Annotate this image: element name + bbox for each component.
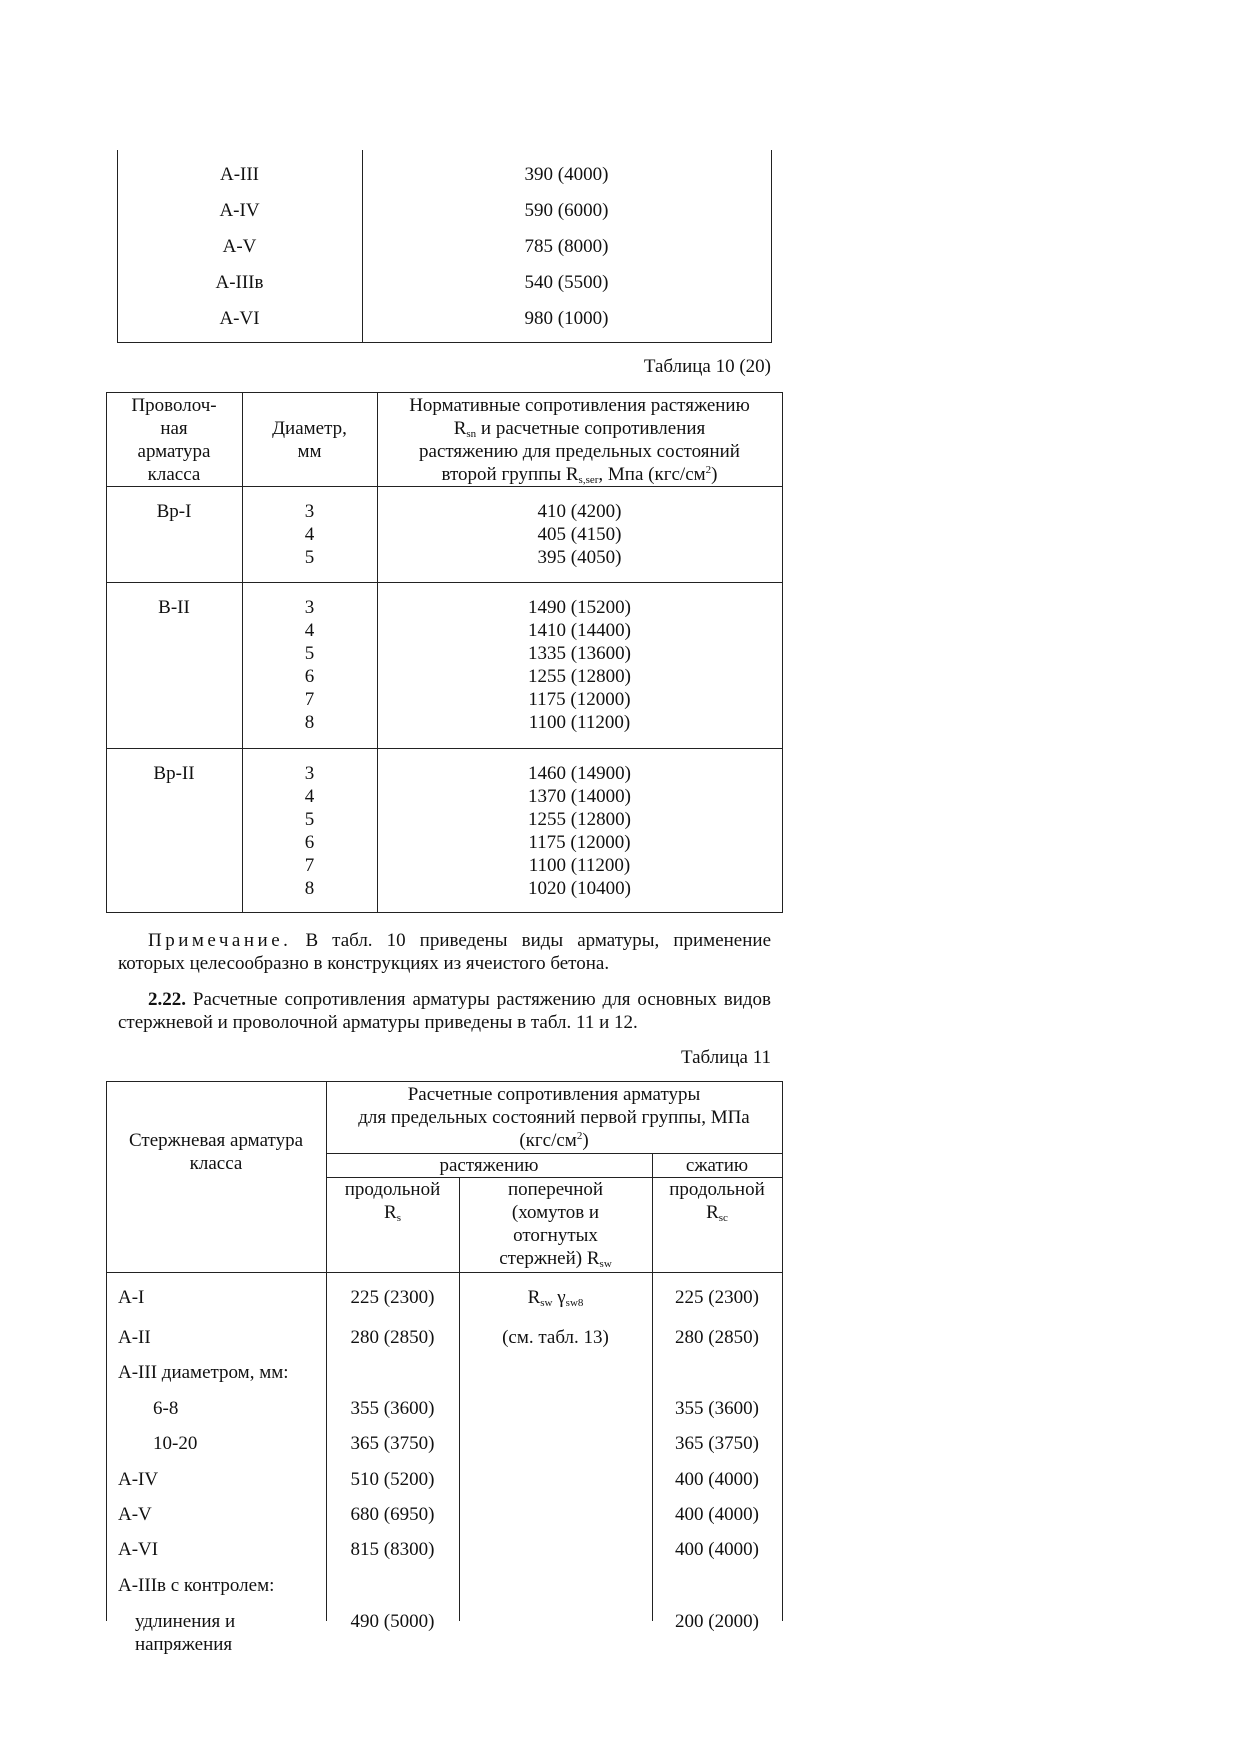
table-10-caption: Таблица 10 (20)	[643, 356, 771, 377]
table-cell: A-III	[219, 164, 260, 185]
header-line: (хомутов и	[511, 1202, 600, 1223]
table-11-cell-rs: 490 (5000)	[350, 1611, 435, 1632]
table-11-cell-rs: 680 (6950)	[350, 1504, 435, 1525]
diameter-value: 7	[304, 689, 315, 710]
table-11-cell-see-table: (см. табл. 13)	[502, 1327, 609, 1348]
table-11-row-class	[135, 1610, 325, 1656]
table-10-diameter-cell	[242, 762, 377, 900]
header-line: класса	[189, 1153, 243, 1174]
superscript: 2	[576, 1130, 583, 1142]
header-line: мм	[297, 441, 322, 462]
table-11-cell-rs: 815 (8300)	[350, 1539, 435, 1560]
table-border	[106, 912, 783, 913]
table-11-row-class: A-VI	[118, 1539, 159, 1560]
table-10-class-cell: B-II	[158, 597, 190, 618]
diameter-value: 5	[304, 643, 315, 664]
header-line: Диаметр,	[272, 418, 347, 439]
table-11-row-class: A-II	[118, 1327, 151, 1348]
header-line	[652, 1201, 782, 1224]
table-border	[117, 342, 772, 343]
header-text: )	[711, 464, 718, 485]
header-line: ная	[160, 418, 188, 439]
diameter-value: 6	[304, 832, 315, 853]
table-11-header-longitudinal	[326, 1178, 459, 1224]
table-cell: A-VI	[219, 308, 260, 329]
header-line: Расчетные сопротивления арматуры	[407, 1084, 701, 1105]
table-cell: A-IIIв	[215, 272, 264, 293]
table-10-value-cell	[377, 596, 782, 734]
table-11-row-class: A-III диаметром, мм:	[118, 1362, 289, 1383]
subscript: s	[396, 1212, 401, 1224]
resistance-value: 1460 (14900)	[528, 763, 631, 784]
table-11-row-class: 6-8	[153, 1398, 179, 1419]
paragraph-text: Расчетные сопротивления арматуры растяжению для основных видов стержневой и проволочной арматуры приведены в табл. 11 и 12.	[118, 989, 771, 1033]
diameter-value: 8	[304, 712, 315, 733]
header-line	[459, 1247, 652, 1270]
header-text: и расчетные сопротивления	[476, 418, 706, 439]
resistance-value: 1370 (14000)	[528, 786, 631, 807]
table-11-caption: Таблица 11	[680, 1047, 771, 1068]
table-10-class-cell: Вр-I	[156, 501, 192, 522]
table-10-header-class	[106, 394, 242, 486]
symbol: R	[706, 1202, 719, 1223]
table-10-header-diameter	[242, 417, 377, 463]
header-line: класса	[147, 464, 201, 485]
subscript: sc	[718, 1212, 728, 1224]
header-line: поперечной	[507, 1179, 604, 1200]
table-cell: 590 (6000)	[524, 200, 609, 221]
resistance-value: 1410 (14400)	[528, 620, 631, 641]
diameter-value: 3	[304, 501, 315, 522]
table-11-cell-rsc: 280 (2850)	[675, 1327, 759, 1348]
header-line	[326, 1201, 459, 1224]
header-line	[377, 463, 782, 486]
table-9-value-column	[362, 157, 771, 337]
table-cell: 540 (5500)	[524, 272, 609, 293]
diameter-value: 6	[304, 666, 315, 687]
symbol: R	[527, 1287, 541, 1308]
table-cell: 980 (1000)	[524, 308, 609, 329]
resistance-value: 1255 (12800)	[528, 809, 631, 830]
table-11-cell-rsc: 355 (3600)	[675, 1398, 759, 1419]
header-text: второй группы R	[441, 464, 579, 485]
resistance-value: 1175 (12000)	[528, 689, 631, 710]
table-border	[106, 392, 783, 393]
diameter-value: 4	[304, 620, 315, 641]
table-11-cell-rs: 510 (5200)	[350, 1469, 435, 1490]
table-9-class-column	[117, 157, 362, 337]
table-cell: 785 (8000)	[524, 236, 609, 257]
resistance-value: 1100 (11200)	[528, 855, 631, 876]
subscript: sn	[466, 428, 477, 440]
table-11-row-class: A-I	[118, 1287, 145, 1308]
header-line	[326, 1129, 782, 1152]
table-11-row-class: A-V	[118, 1504, 152, 1525]
subscript: sw	[540, 1297, 553, 1309]
table-11-cell-rsc: 365 (3750)	[675, 1433, 759, 1454]
subscript: sw	[599, 1258, 612, 1270]
table-11-header-group	[326, 1083, 782, 1152]
table-cell: 390 (4000)	[524, 164, 609, 185]
resistance-value: 1255 (12800)	[528, 666, 631, 687]
diameter-value: 3	[304, 763, 315, 784]
table-border	[782, 1081, 783, 1621]
note-text: В табл. 10 приведены виды арматуры, применение которых целесообразно в конструкциях из ячеистого бетона.	[118, 930, 771, 974]
resistance-value: 395 (4050)	[537, 547, 622, 568]
diameter-value: 8	[304, 878, 315, 899]
table-10-value-cell	[377, 762, 782, 900]
table-11-cell-rsc: 400 (4000)	[675, 1504, 759, 1525]
header-text: , Мпа (кгс/см	[598, 464, 706, 485]
table-border	[106, 1081, 783, 1082]
class-line: удлинения и	[135, 1611, 236, 1632]
table-cell: A-IV	[219, 200, 260, 221]
table-10-header-resistance	[377, 394, 782, 486]
diameter-value: 4	[304, 524, 315, 545]
diameter-value: 7	[304, 855, 315, 876]
table-cell: A-V	[222, 236, 257, 257]
table-11-header-tension: растяжению	[439, 1155, 539, 1176]
symbol: R	[453, 418, 467, 439]
header-text: )	[582, 1130, 589, 1151]
symbol: R	[384, 1202, 397, 1223]
paragraph-number: 2.22.	[148, 989, 186, 1010]
table-11-cell-rs: 365 (3750)	[350, 1433, 435, 1454]
table-border	[771, 150, 772, 342]
header-line: продольной	[344, 1179, 441, 1200]
diameter-value: 5	[304, 809, 315, 830]
diameter-value: 4	[304, 786, 315, 807]
resistance-value: 1490 (15200)	[528, 597, 631, 618]
table-10-diameter-cell	[242, 500, 377, 569]
resistance-value: 1335 (13600)	[528, 643, 631, 664]
header-line: для предельных состояний первой группы, МПа	[358, 1107, 750, 1128]
header-text: (кгс/см	[519, 1130, 577, 1151]
header-line: продольной	[669, 1179, 765, 1200]
table-border	[782, 392, 783, 912]
resistance-value: 410 (4200)	[537, 501, 622, 522]
table-11-header-class	[106, 1129, 326, 1175]
table-border	[106, 582, 783, 583]
table-11-cell-rsc: 225 (2300)	[675, 1287, 759, 1308]
resistance-value: 1020 (10400)	[528, 878, 631, 899]
diameter-value: 3	[304, 597, 315, 618]
superscript: 2	[705, 464, 712, 476]
table-11-cell-rsc: 400 (4000)	[675, 1539, 759, 1560]
table-11-cell-rs: 280 (2850)	[350, 1327, 435, 1348]
diameter-value: 5	[304, 547, 315, 568]
header-line: отогнутых	[513, 1225, 598, 1246]
resistance-value: 405 (4150)	[537, 524, 622, 545]
table-11-cell-rsc: 200 (2000)	[675, 1611, 759, 1632]
subscript: s,ser	[578, 474, 599, 486]
table-10-class-cell: Вр-II	[153, 763, 195, 784]
header-line: Нормативные сопротивления растяжению	[409, 395, 750, 416]
table-11-header-compression: сжатию	[685, 1155, 749, 1176]
table-11-cell-rsw	[459, 1286, 652, 1309]
table-11-row-class: A-IIIв с контролем:	[118, 1575, 275, 1596]
table-10-note	[118, 929, 771, 975]
header-line: Проволоч-	[131, 395, 217, 416]
table-11-row-class: A-IV	[118, 1469, 159, 1490]
paragraph-2-22	[118, 988, 771, 1034]
resistance-value: 1100 (11200)	[528, 712, 631, 733]
table-border	[106, 748, 783, 749]
note-label: Примечание.	[148, 930, 292, 951]
header-line: Стержневая арматура	[129, 1130, 303, 1151]
symbol: γ	[552, 1287, 566, 1308]
table-11-header-compression-longitudinal	[652, 1178, 782, 1224]
header-text: стержней) R	[499, 1248, 600, 1269]
subscript: sw8	[565, 1297, 584, 1309]
table-10-diameter-cell	[242, 596, 377, 734]
header-line: растяжению для предельных состояний	[419, 441, 740, 462]
table-11-cell-rsc: 400 (4000)	[675, 1469, 759, 1490]
resistance-value: 1175 (12000)	[528, 832, 631, 853]
table-11-cell-rs: 225 (2300)	[350, 1287, 435, 1308]
table-10-value-cell	[377, 500, 782, 569]
table-11-cell-rs: 355 (3600)	[350, 1398, 435, 1419]
class-line: напряжения	[135, 1634, 233, 1655]
table-border	[106, 486, 783, 487]
table-11-header-transverse	[459, 1178, 652, 1270]
table-11-row-class: 10-20	[153, 1433, 198, 1454]
header-line	[377, 417, 782, 440]
header-line: арматура	[137, 441, 211, 462]
table-border	[106, 1272, 783, 1273]
